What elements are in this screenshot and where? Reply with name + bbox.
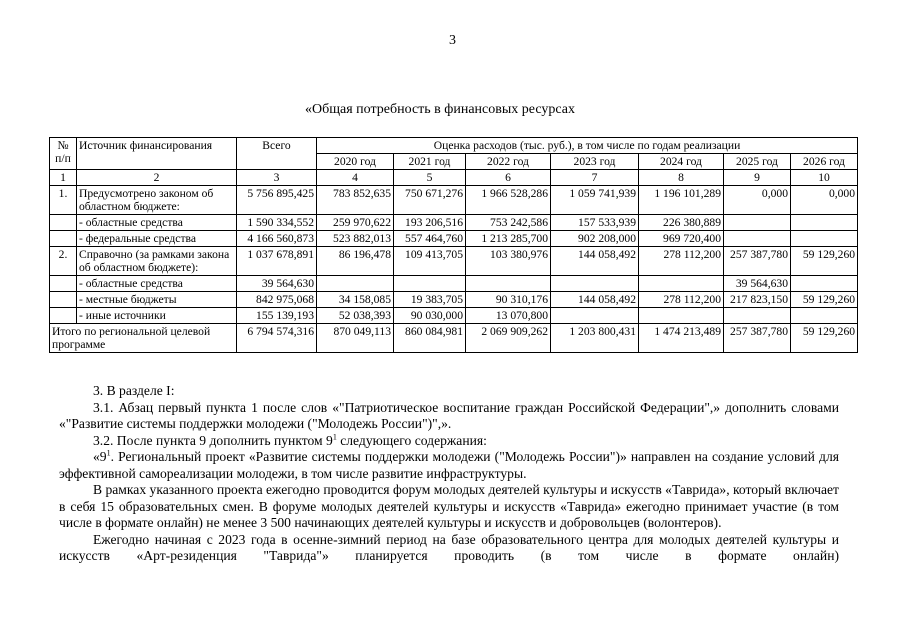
row-year-value	[791, 308, 858, 324]
row-total: 1 037 678,891	[237, 247, 317, 276]
row-total: 4 166 560,873	[237, 231, 317, 247]
row-year-value: 557 464,760	[394, 231, 466, 247]
row-year-value: 278 112,200	[639, 247, 724, 276]
row-number	[50, 308, 77, 324]
paragraph-9-1-text: . Региональный проект «Развитие системы поддержки молодежи ("Молодежь России")» направлен на создание условий для эффективной самореализации молодежи, в том числе развитие инфраструктуры.	[59, 449, 839, 481]
row-source: - областные средства	[77, 215, 237, 231]
row-year-value: 1 213 285,700	[466, 231, 551, 247]
row-year-value: 59 129,260	[791, 292, 858, 308]
table-row	[50, 186, 858, 215]
row-year-value: 144 058,492	[551, 292, 639, 308]
header-year: 2025 год	[724, 154, 791, 170]
row-year-value	[724, 308, 791, 324]
row-source: - федеральные средства	[77, 231, 237, 247]
row-year-value: 750 671,276	[394, 186, 466, 215]
page-number: 3	[449, 33, 456, 48]
row-year-value: 278 112,200	[639, 292, 724, 308]
header-source: Источник финансирования	[77, 138, 237, 170]
row-number	[50, 215, 77, 231]
total-year-value: 870 049,113	[317, 324, 394, 353]
body-text	[59, 383, 839, 565]
total-sum: 6 794 574,316	[237, 324, 317, 353]
row-year-value	[317, 276, 394, 292]
row-year-value	[791, 215, 858, 231]
row-year-value: 0,000	[724, 186, 791, 215]
header-year: 2022 год	[466, 154, 551, 170]
paragraph-3-2	[59, 433, 839, 450]
row-year-value: 1 966 528,286	[466, 186, 551, 215]
row-year-value: 34 158,085	[317, 292, 394, 308]
row-year-value: 90 310,176	[466, 292, 551, 308]
column-number: 2	[77, 170, 237, 186]
row-year-value	[791, 276, 858, 292]
table-heading: «Общая потребность в финансовых ресурсах	[305, 102, 575, 117]
row-total: 1 590 334,552	[237, 215, 317, 231]
row-total: 842 975,068	[237, 292, 317, 308]
row-year-value: 969 720,400	[639, 231, 724, 247]
row-year-value: 193 206,516	[394, 215, 466, 231]
total-row	[50, 324, 858, 353]
financing-table	[49, 137, 858, 353]
row-year-value	[639, 276, 724, 292]
superscript: 1	[332, 431, 337, 441]
header-total: Всего	[237, 138, 317, 170]
total-year-value: 2 069 909,262	[466, 324, 551, 353]
header-year: 2026 год	[791, 154, 858, 170]
column-number: 5	[394, 170, 466, 186]
superscript: 1	[106, 448, 111, 458]
row-year-value: 259 970,622	[317, 215, 394, 231]
header-row	[50, 138, 858, 154]
column-number: 3	[237, 170, 317, 186]
row-year-value: 217 823,150	[724, 292, 791, 308]
column-number: 4	[317, 170, 394, 186]
paragraph-3-2-tail: следующего содержания:	[336, 432, 487, 448]
header-estimate: Оценка расходов (тыс. руб.), в том числе по годам реализации	[317, 138, 858, 154]
row-number	[50, 276, 77, 292]
total-year-value: 1 203 800,431	[551, 324, 639, 353]
paragraph-art-residence: Ежегодно начиная с 2023 года в осенне-зимний период на базе образовательного центра для молодых деятелей культуры и искусств «Арт-резиденция "Таврида"» планируется проводить (в том числе в формате онлайн)	[59, 531, 839, 563]
column-number: 9	[724, 170, 791, 186]
row-year-value: 902 208,000	[551, 231, 639, 247]
row-total: 39 564,630	[237, 276, 317, 292]
table-row	[50, 292, 858, 308]
total-year-value: 1 474 213,489	[639, 324, 724, 353]
row-year-value	[724, 231, 791, 247]
table-row	[50, 276, 858, 292]
paragraph-section: 3. В разделе I:	[93, 383, 175, 398]
table-row	[50, 247, 858, 276]
table-row	[50, 215, 858, 231]
row-year-value: 783 852,635	[317, 186, 394, 215]
row-year-value	[466, 276, 551, 292]
row-year-value: 0,000	[791, 186, 858, 215]
row-total: 155 139,193	[237, 308, 317, 324]
row-year-value: 103 380,976	[466, 247, 551, 276]
row-year-value: 86 196,478	[317, 247, 394, 276]
total-year-value: 860 084,981	[394, 324, 466, 353]
row-year-value: 226 380,889	[639, 215, 724, 231]
row-year-value: 144 058,492	[551, 247, 639, 276]
row-number: 2.	[50, 247, 77, 276]
row-year-value	[394, 276, 466, 292]
row-source: - областные средства	[77, 276, 237, 292]
row-year-value: 157 533,939	[551, 215, 639, 231]
row-number: 1.	[50, 186, 77, 215]
table-row	[50, 231, 858, 247]
paragraph-9-1	[59, 449, 839, 482]
row-number	[50, 292, 77, 308]
column-number: 8	[639, 170, 724, 186]
row-source: - иные источники	[77, 308, 237, 324]
row-year-value: 257 387,780	[724, 247, 791, 276]
paragraph-9-1-start: «9	[93, 449, 107, 464]
row-year-value: 1 059 741,939	[551, 186, 639, 215]
paragraph-3-2-text: 3.2. После пункта 9 дополнить пунктом 9	[93, 432, 333, 448]
row-year-value: 90 030,000	[394, 308, 466, 324]
total-label: Итого по региональной целевой программе	[50, 324, 237, 353]
row-year-value	[639, 308, 724, 324]
row-year-value: 753 242,586	[466, 215, 551, 231]
total-year-value: 257 387,780	[724, 324, 791, 353]
column-number: 10	[791, 170, 858, 186]
paragraph-3-1: 3.1. Абзац первый пункта 1 после слов «"Патриотическое воспитание граждан Российской Федерации",» дополнить словами «"Развитие системы поддержки молодежи ("Молодежь России")",».	[59, 399, 839, 431]
row-year-value: 19 383,705	[394, 292, 466, 308]
row-year-value	[791, 231, 858, 247]
row-source: Предусмотрено законом об областном бюджете:	[77, 186, 237, 215]
header-year: 2023 год	[551, 154, 639, 170]
row-year-value: 39 564,630	[724, 276, 791, 292]
row-year-value: 109 413,705	[394, 247, 466, 276]
header-year: 2024 год	[639, 154, 724, 170]
row-year-value: 13 070,800	[466, 308, 551, 324]
column-number: 1	[50, 170, 77, 186]
row-source: - местные бюджеты	[77, 292, 237, 308]
row-number	[50, 231, 77, 247]
column-number-row	[50, 170, 858, 186]
column-number: 7	[551, 170, 639, 186]
row-total: 5 756 895,425	[237, 186, 317, 215]
row-year-value	[551, 308, 639, 324]
row-year-value: 52 038,393	[317, 308, 394, 324]
row-year-value: 59 129,260	[791, 247, 858, 276]
table-row	[50, 308, 858, 324]
row-year-value: 1 196 101,289	[639, 186, 724, 215]
header-year: 2020 год	[317, 154, 394, 170]
column-number: 6	[466, 170, 551, 186]
header-year: 2021 год	[394, 154, 466, 170]
row-year-value	[724, 215, 791, 231]
row-year-value	[551, 276, 639, 292]
total-year-value: 59 129,260	[791, 324, 858, 353]
row-source: Справочно (за рамками закона об областном бюджете):	[77, 247, 237, 276]
header-num: № п/п	[50, 138, 77, 170]
row-year-value: 523 882,013	[317, 231, 394, 247]
paragraph-forum: В рамках указанного проекта ежегодно проводится форум молодых деятелей культуры и искусств «Таврида», который включает в себя 15 образовательных смен. В форуме молодых деятелей культуры и искусств «Таврида» ежегодно принимает участие (в том числе в формате онлайн) не менее 3 500 начинающих деятелей культуры и искусств и добровольцев (волонтеров).	[59, 482, 839, 530]
